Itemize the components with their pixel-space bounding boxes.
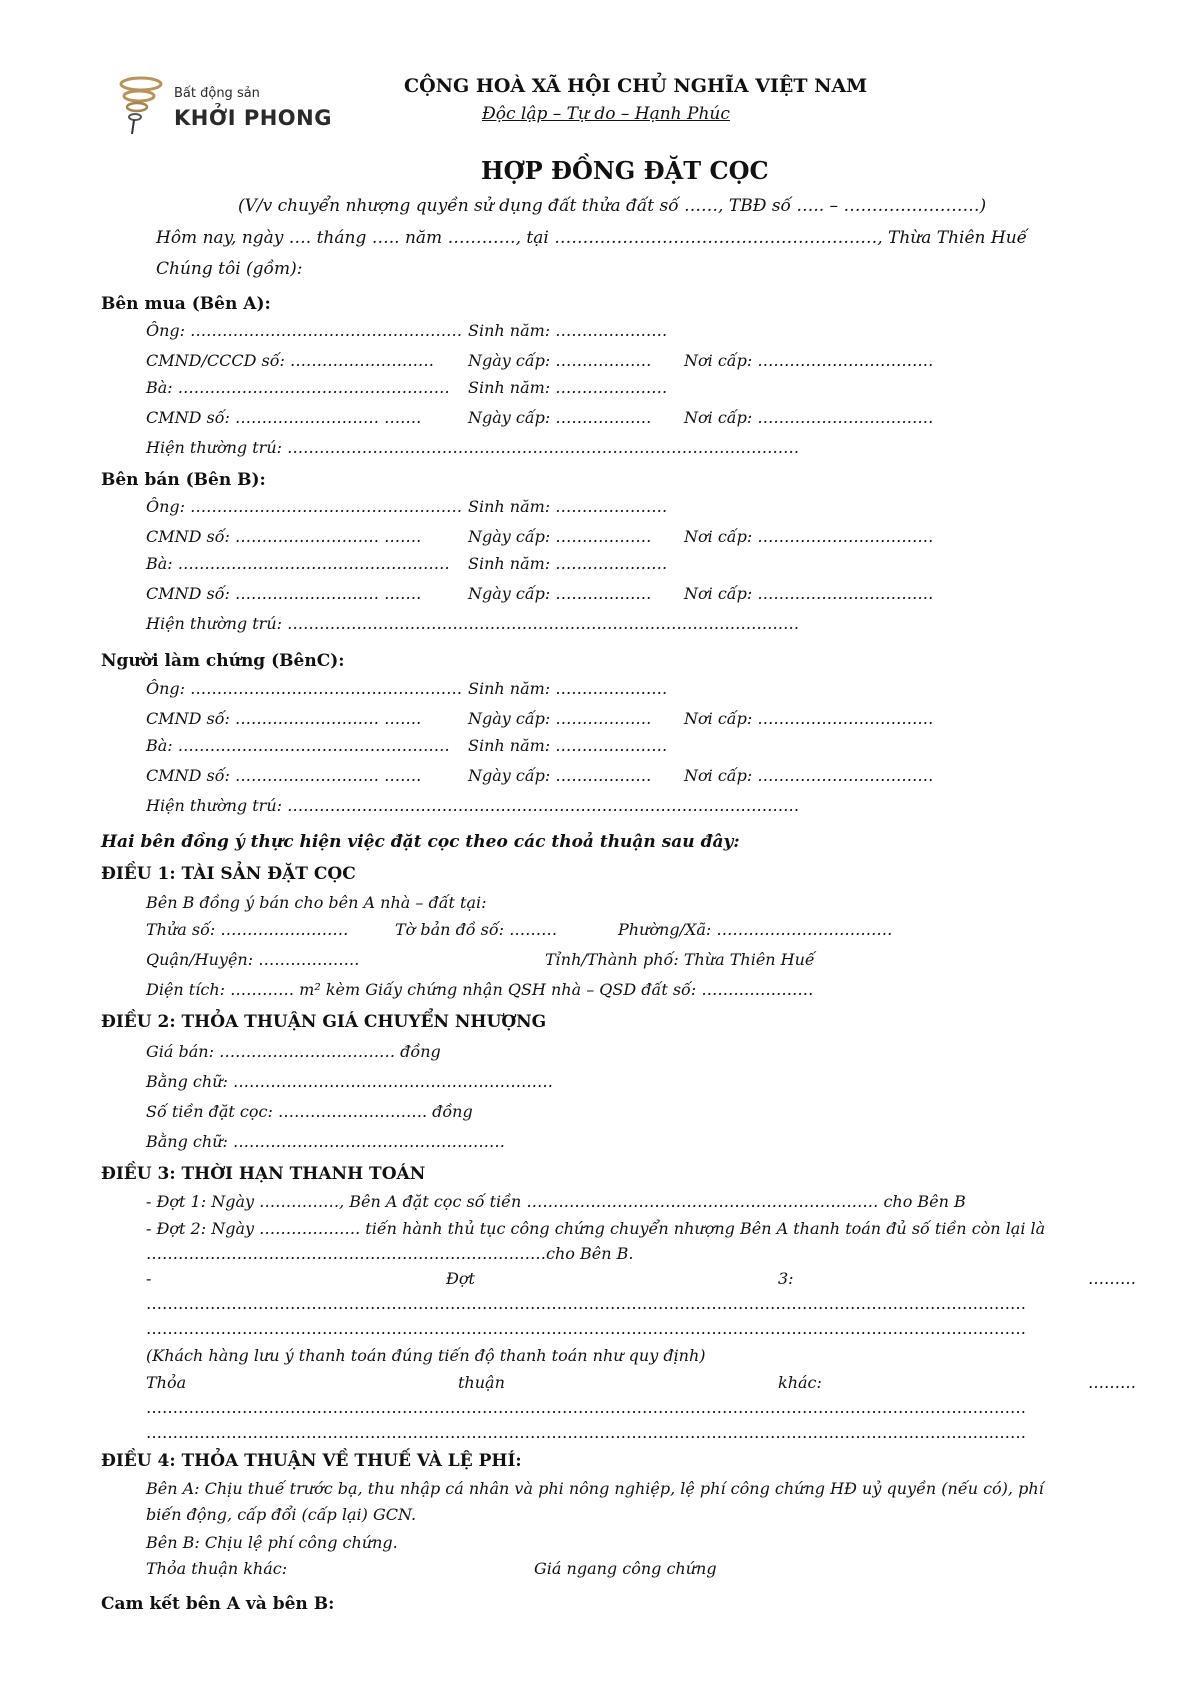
section-heading-ben-c: Người làm chứng (BênC):	[101, 651, 345, 671]
ben-a-id2-field: CMND số: ……………………… …….	[146, 408, 422, 427]
article-1-ward: Phường/Xã: ……………………………	[618, 920, 893, 939]
article-2-price-words: Bằng chữ: ……………………………………………………	[146, 1072, 553, 1091]
article-3-installment-3-end: ………	[1088, 1269, 1136, 1288]
article-2-price: Giá bán: …………………………… đồng	[146, 1042, 441, 1061]
article-3-installment-3-dash: -	[146, 1269, 152, 1288]
article-3-installment-2: - Đợt 2: Ngày ………………. tiến hành thủ tục công chứng chuyển nhượng Bên A thanh toán đủ số tiền còn lại là	[146, 1219, 1046, 1238]
ben-c-ong-field: Ông: ……………………………………………	[146, 679, 463, 698]
national-motto: Độc lập – Tự do – Hạnh Phúc	[482, 104, 730, 124]
article-3-blank-line-3: …………………………………………………………………………………………………………………………………………………	[146, 1398, 1026, 1417]
ben-b-id2-date: Ngày cấp: ………………	[468, 584, 652, 603]
ben-a-ong-field: Ông: ……………………………………………	[146, 321, 463, 340]
ben-c-ong-birth-year: Sinh năm: …………………	[468, 679, 668, 698]
national-title: CỘNG HOÀ XÃ HỘI CHỦ NGHĨA VIỆT NAM	[404, 75, 868, 97]
ben-a-id2-date: Ngày cấp: ………………	[468, 408, 652, 427]
ben-b-id-field: CMND số: ……………………… …….	[146, 527, 422, 546]
article-4-ben-b: Bên B: Chịu lệ phí công chứng.	[146, 1533, 398, 1552]
ben-b-id2-field: CMND số: ……………………… …….	[146, 584, 422, 603]
ben-b-id-date: Ngày cấp: ………………	[468, 527, 652, 546]
ben-c-id2-date: Ngày cấp: ………………	[468, 766, 652, 785]
article-3-heading: ĐIỀU 3: THỜI HẠN THANH TOÁN	[101, 1164, 426, 1184]
document-title: HỢP ĐỒNG ĐẶT CỌC	[481, 156, 769, 185]
parties-intro: Chúng tôi (gồm):	[156, 259, 303, 279]
article-3-installment-2-cont: …………………………………………………………………cho Bên B.	[146, 1244, 634, 1263]
article-3-other-word-2: thuận	[458, 1373, 505, 1392]
article-1-map-sheet: Tờ bản đồ số: ………	[395, 920, 558, 939]
tornado-logo-icon	[118, 76, 164, 136]
article-3-blank-line-1: …………………………………………………………………………………………………………………………………………………	[146, 1294, 1026, 1313]
ben-a-ba-birth-year: Sinh năm: …………………	[468, 378, 668, 397]
ben-c-id-field: CMND số: ……………………… …….	[146, 709, 422, 728]
ben-a-id-place: Nơi cấp: ……………………………	[684, 351, 934, 370]
article-2-deposit: Số tiền đặt cọc: ………………………. đồng	[146, 1102, 473, 1121]
article-2-deposit-words: Bằng chữ: ……………………………………………	[146, 1132, 505, 1151]
ben-c-ba-birth-year: Sinh năm: …………………	[468, 736, 668, 755]
article-1-district: Quận/Huyện: ……………….	[146, 950, 360, 969]
ben-c-id-date: Ngày cấp: ………………	[468, 709, 652, 728]
ben-a-address: Hiện thường trú: ……………………………………………………………………………………	[146, 438, 800, 457]
article-3-note: (Khách hàng lưu ý thanh toán đúng tiến độ thanh toán như quy định)	[146, 1346, 706, 1365]
article-1-intro: Bên B đồng ý bán cho bên A nhà – đất tại:	[146, 893, 487, 912]
ben-a-ba-field: Bà: ……………………………………………	[146, 378, 450, 397]
article-3-installment-1: - Đợt 1: Ngày ……………, Bên A đặt cọc số tiền ………………………………………………………… cho Bên B	[146, 1192, 966, 1211]
ben-b-ba-field: Bà: ……………………………………………	[146, 554, 450, 573]
commitment-heading: Cam kết bên A và bên B:	[101, 1594, 335, 1614]
ben-a-id-date: Ngày cấp: ………………	[468, 351, 652, 370]
document-subtitle: (V/v chuyển nhượng quyền sử dụng đất thửa đất số ……, TBĐ số ….. – ……………………)	[238, 196, 987, 216]
ben-a-ong-birth-year: Sinh năm: …………………	[468, 321, 668, 340]
date-location-line: Hôm nay, ngày …. tháng ….. năm …………, tại …………………………………………………, Thừa Thiên Huế	[156, 228, 1028, 248]
ben-c-address: Hiện thường trú: ……………………………………………………………………………………	[146, 796, 800, 815]
article-3-installment-3-number: 3:	[778, 1269, 794, 1288]
agreement-intro: Hai bên đồng ý thực hiện việc đặt cọc theo các thoả thuận sau đây:	[101, 832, 740, 852]
ben-b-id2-place: Nơi cấp: ……………………………	[684, 584, 934, 603]
article-3-blank-line-2: …………………………………………………………………………………………………………………………………………………	[146, 1319, 1026, 1338]
article-1-area: Diện tích: ………… m² kèm Giấy chứng nhận QSH nhà – QSD đất số: …………………	[146, 980, 814, 999]
article-2-heading: ĐIỀU 2: THỎA THUẬN GIÁ CHUYỂN NHƯỢNG	[101, 1012, 547, 1032]
article-4-other-label: Thỏa thuận khác:	[146, 1559, 288, 1578]
article-4-other-value: Giá ngang công chứng	[534, 1559, 717, 1578]
ben-a-id-field: CMND/CCCD số: ………………………	[146, 351, 434, 370]
ben-b-address: Hiện thường trú: ……………………………………………………………………………………	[146, 614, 800, 633]
section-heading-ben-b: Bên bán (Bên B):	[101, 470, 266, 490]
article-4-heading: ĐIỀU 4: THỎA THUẬN VỀ THUẾ VÀ LỆ PHÍ:	[101, 1451, 522, 1471]
article-3-other-word-1: Thỏa	[146, 1373, 187, 1392]
ben-c-ba-field: Bà: ……………………………………………	[146, 736, 450, 755]
ben-b-id-place: Nơi cấp: ……………………………	[684, 527, 934, 546]
ben-c-id-place: Nơi cấp: ……………………………	[684, 709, 934, 728]
logo-brand-name: KHỞI PHONG	[174, 106, 332, 130]
article-4-ben-a-line-2: biến động, cấp đổi (cấp lại) GCN.	[146, 1505, 417, 1524]
article-3-other-word-3: khác:	[778, 1373, 822, 1392]
logo-tagline: Bất động sản	[174, 86, 260, 101]
article-1-province: Tỉnh/Thành phố: Thừa Thiên Huế	[545, 950, 815, 969]
ben-b-ong-birth-year: Sinh năm: …………………	[468, 497, 668, 516]
section-heading-ben-a: Bên mua (Bên A):	[101, 294, 271, 314]
article-1-parcel-number: Thửa số: ……………………	[146, 920, 349, 939]
ben-b-ong-field: Ông: ……………………………………………	[146, 497, 463, 516]
ben-c-id2-place: Nơi cấp: ……………………………	[684, 766, 934, 785]
article-3-installment-3-label: Đợt	[446, 1269, 475, 1288]
ben-a-id2-place: Nơi cấp: ……………………………	[684, 408, 934, 427]
ben-c-id2-field: CMND số: ……………………… …….	[146, 766, 422, 785]
article-4-ben-a-line-1: Bên A: Chịu thuế trước bạ, thu nhập cá nhân và phi nông nghiệp, lệ phí công chứng HĐ uỷ quyền (nếu có), phí	[146, 1479, 1044, 1498]
article-3-other-end: ………	[1088, 1373, 1136, 1392]
article-3-blank-line-4: …………………………………………………………………………………………………………………………………………………	[146, 1423, 1026, 1442]
ben-b-ba-birth-year: Sinh năm: …………………	[468, 554, 668, 573]
article-1-heading: ĐIỀU 1: TÀI SẢN ĐẶT CỌC	[101, 864, 356, 884]
